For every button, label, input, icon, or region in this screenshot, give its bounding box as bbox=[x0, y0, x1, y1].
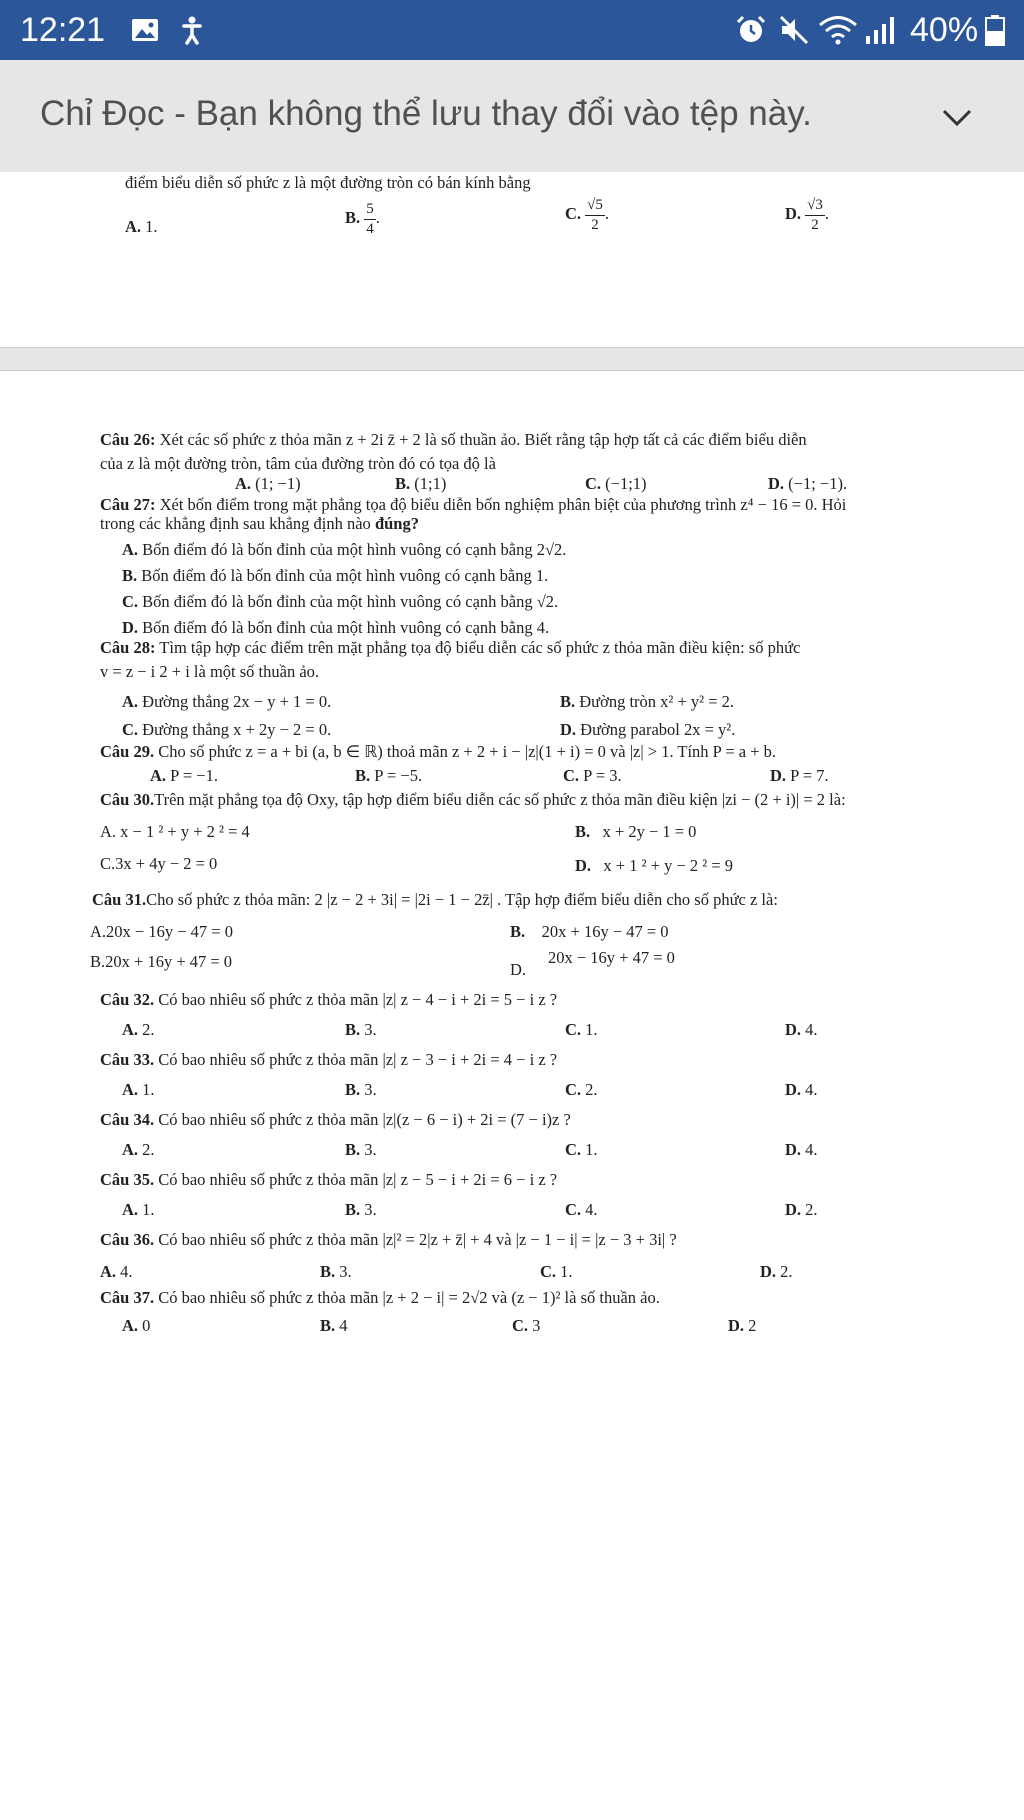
option-a: A. (1; −1) bbox=[235, 474, 301, 493]
alarm-icon bbox=[735, 14, 767, 46]
option-c: C. P = 3. bbox=[563, 766, 622, 785]
option-c: C. (−1;1) bbox=[585, 474, 647, 493]
clock: 12:21 bbox=[20, 11, 106, 49]
option-b: B. P = −5. bbox=[355, 766, 423, 785]
option-c: C. 3 bbox=[512, 1316, 541, 1335]
option-b: B. (1;1) bbox=[395, 474, 447, 493]
status-bar bbox=[0, 0, 1024, 60]
option-a: A. Đường thẳng 2x − y + 1 = 0. bbox=[122, 692, 332, 711]
question-32: Câu 32. Có bao nhiêu số phức z thỏa mãn |z| z − 4 − i + 2i = 5 − i z ? bbox=[100, 990, 558, 1009]
option-d: D. 2. bbox=[760, 1262, 793, 1281]
question-27: Câu 27: Xét bốn điểm trong mặt phẳng tọa độ biểu diễn bốn nghiệm phân biệt của phương trình z⁴ − 16 = 0. Hỏi bbox=[100, 495, 847, 514]
question-26-line2: của z là một đường tròn, tâm của đường tròn đó có tọa độ là bbox=[100, 454, 496, 473]
option-b: B. $\frac{5}{4}$ . bbox=[345, 201, 380, 237]
option-c: C. 4. bbox=[565, 1200, 598, 1219]
document-page bbox=[0, 172, 1024, 348]
option-c: C. 1. bbox=[565, 1140, 598, 1159]
battery-percent: 40% bbox=[910, 11, 979, 49]
question-28-line2: v = z − i 2 + i là một số thuần ảo. bbox=[100, 662, 320, 681]
option-d: D. 4. bbox=[785, 1020, 818, 1039]
option-c: C. 1. bbox=[540, 1262, 573, 1281]
option-a: A. P = −1. bbox=[150, 766, 218, 785]
question-30: Câu 30.Trên mặt phẳng tọa độ Oxy, tập hợp điểm biểu diễn các số phức z thỏa mãn điều kiện |zi − (2 + i)| = 2 là: bbox=[100, 790, 846, 809]
option-b: B. 3. bbox=[345, 1080, 377, 1099]
read-only-message: Chỉ Đọc - Bạn không thể lưu thay đổi vào tệp này. bbox=[40, 94, 812, 133]
option-d: D. P = 7. bbox=[770, 766, 829, 785]
battery-icon bbox=[984, 14, 1006, 46]
option-b: B. 3. bbox=[345, 1140, 377, 1159]
option-a: A. 0 bbox=[122, 1316, 151, 1335]
option-d-key: D. bbox=[510, 960, 527, 979]
option-c: C. Bốn điểm đó là bốn đỉnh của một hình vuông có cạnh bằng √2. bbox=[122, 592, 559, 611]
option-b: B. Bốn điểm đó là bốn đỉnh của một hình vuông có cạnh bằng 1. bbox=[122, 566, 549, 585]
option-d: D. x + 1 ² + y − 2 ² = 9 bbox=[575, 856, 734, 875]
question-35: Câu 35. Có bao nhiêu số phức z thỏa mãn |z| z − 5 − i + 2i = 6 − i z ? bbox=[100, 1170, 558, 1189]
read-only-banner bbox=[0, 60, 1024, 172]
question-28: Câu 28: Tìm tập hợp các điểm trên mặt phẳng tọa độ biểu diễn các số phức z thỏa mãn điều kiện: số phức bbox=[100, 638, 801, 657]
option-d: D. Bốn điểm đó là bốn đỉnh của một hình vuông có cạnh bằng 4. bbox=[122, 618, 550, 637]
option-d: D. 2. bbox=[785, 1200, 818, 1219]
question-31: Câu 31.Cho số phức z thỏa mãn: 2 |z − 2 + 3i| = |2i − 1 − 2z̄| . Tập hợp điểm biểu diễn cho số phức z là: bbox=[92, 890, 778, 909]
question-29: Câu 29. Cho số phức z = a + bi (a, b ∈ ℝ) thoả mãn z + 2 + i − |z|(1 + i) = 0 và |z| > 1. Tính P = a + b. bbox=[100, 742, 777, 761]
option-d: D. $\frac{√3}{2}$ . bbox=[785, 197, 830, 233]
option-c: C.3x + 4y − 2 = 0 bbox=[100, 854, 218, 873]
option-c: C. $\frac{√5}{2}$ . bbox=[565, 197, 610, 233]
option-b: B. 3. bbox=[320, 1262, 352, 1281]
option-d: D. (−1; −1). bbox=[768, 474, 848, 493]
question-text: điểm biểu diễn số phức z là một đường tròn có bán kính bằng bbox=[125, 173, 531, 192]
option-d: 20x − 16y + 47 = 0 bbox=[548, 948, 675, 967]
option-b: B. 4 bbox=[320, 1316, 348, 1335]
option-c: C. 2. bbox=[565, 1080, 598, 1099]
option-a: A. Bốn điểm đó là bốn đỉnh của một hình vuông có cạnh bằng 2√2. bbox=[122, 540, 567, 559]
option-b: B. 3. bbox=[345, 1020, 377, 1039]
wifi-icon bbox=[818, 14, 858, 46]
option-a: A. 2. bbox=[122, 1020, 155, 1039]
mute-icon bbox=[778, 14, 810, 46]
option-a: A.20x − 16y − 47 = 0 bbox=[90, 922, 233, 941]
option-a: A. 1. bbox=[125, 217, 158, 236]
question-33: Câu 33. Có bao nhiêu số phức z thỏa mãn |z| z − 3 − i + 2i = 4 − i z ? bbox=[100, 1050, 558, 1069]
image-icon bbox=[130, 14, 160, 46]
question-34: Câu 34. Có bao nhiêu số phức z thỏa mãn |z|(z − 6 − i) + 2i = (7 − i)z ? bbox=[100, 1110, 571, 1129]
option-d: D. 4. bbox=[785, 1140, 818, 1159]
question-27-line2: trong các khẳng định sau khẳng định nào đúng? bbox=[100, 514, 419, 533]
option-a: A. 1. bbox=[122, 1080, 155, 1099]
option-b: B. 20x + 16y − 47 = 0 bbox=[510, 922, 669, 941]
chevron-down-icon[interactable] bbox=[940, 100, 974, 134]
question-26: Câu 26: Xét các số phức z thỏa mãn z + 2i z̄ + 2 là số thuần ảo. Biết rằng tập hợp tất cả các điểm biểu diễn bbox=[100, 430, 807, 449]
option-a: A. x − 1 ² + y + 2 ² = 4 bbox=[100, 822, 250, 841]
option-a: A. 2. bbox=[122, 1140, 155, 1159]
option-b: B. x + 2y − 1 = 0 bbox=[575, 822, 697, 841]
document-page bbox=[0, 370, 1024, 1820]
signal-icon bbox=[862, 14, 902, 46]
question-36: Câu 36. Có bao nhiêu số phức z thỏa mãn |z|² = 2|z + z̄| + 4 và |z − 1 − i| = |z − 3 + 3i| ? bbox=[100, 1230, 677, 1249]
option-c: C. 1. bbox=[565, 1020, 598, 1039]
accessibility-icon bbox=[178, 14, 206, 46]
option-d: D. 4. bbox=[785, 1080, 818, 1099]
question-37: Câu 37. Có bao nhiêu số phức z thỏa mãn |z + 2 − i| = 2√2 và (z − 1)² là số thuần ảo. bbox=[100, 1288, 660, 1307]
option-d: D. 2 bbox=[728, 1316, 757, 1335]
option-c: B.20x + 16y + 47 = 0 bbox=[90, 952, 233, 971]
option-a: A. 1. bbox=[122, 1200, 155, 1219]
option-a: A. 4. bbox=[100, 1262, 133, 1281]
option-d: D. Đường parabol 2x = y². bbox=[560, 720, 736, 739]
option-c: C. Đường thẳng x + 2y − 2 = 0. bbox=[122, 720, 332, 739]
option-b: B. Đường tròn x² + y² = 2. bbox=[560, 692, 735, 711]
option-b: B. 3. bbox=[345, 1200, 377, 1219]
